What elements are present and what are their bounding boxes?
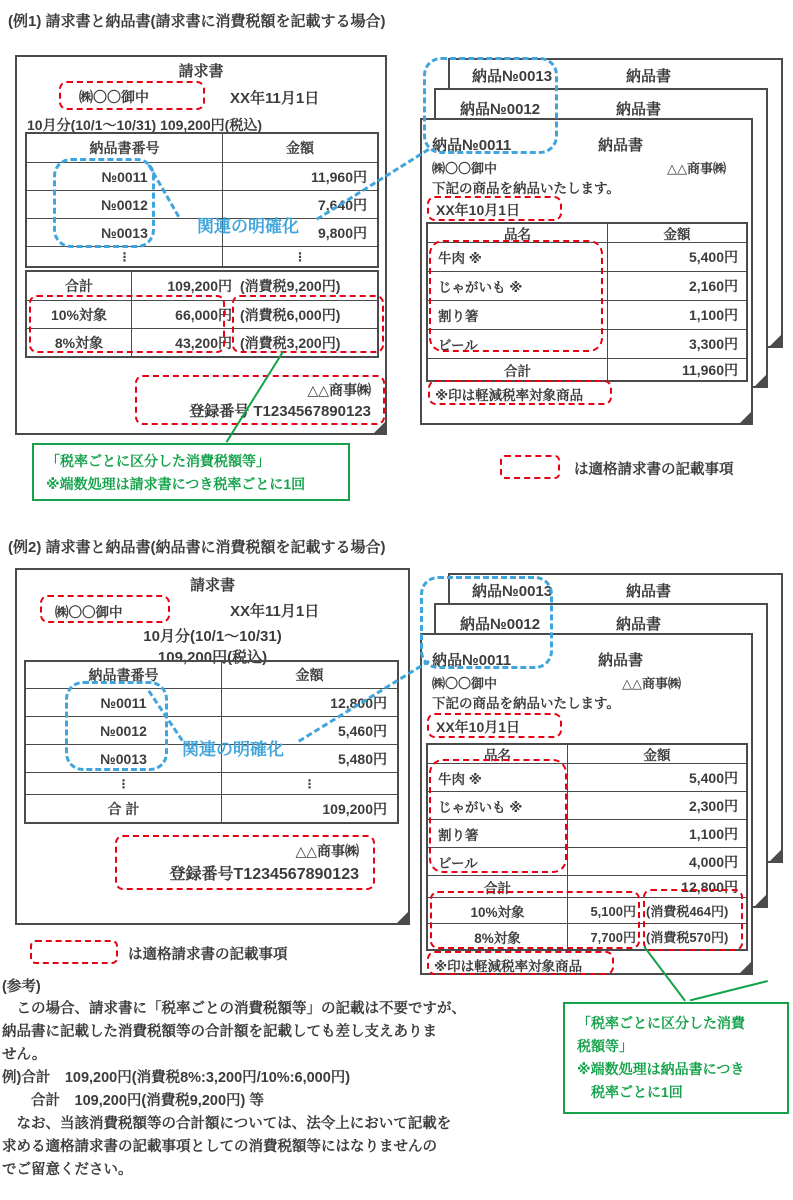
delivery-card3-no: 納品№0013 — [472, 583, 553, 600]
delivery-front-title: 納品書 — [598, 137, 644, 154]
page-corner-fold — [738, 960, 753, 975]
ex1-issuer-name: △△商事㈱ — [307, 382, 371, 398]
ex1-registration-number: 登録番号 T1234567890123 — [189, 403, 371, 420]
ex1-delivery-footnote: ※印は軽減税率対象商品 — [435, 388, 584, 403]
delivery-no-cell: №0012 — [27, 191, 223, 218]
total-amount-cell: 12,800円 — [681, 878, 738, 895]
ex2-invoice-title: 請求書 — [189, 577, 235, 594]
item-name-cell: 牛肉 ※ — [428, 243, 608, 271]
ex2-item-names-highlight — [429, 759, 567, 873]
rate-tax: (消費税464円) — [646, 904, 729, 919]
total-label-cell: 合計 — [428, 359, 608, 380]
total-tax: (消費税9,200円) — [240, 278, 341, 294]
page-corner-fold — [372, 420, 387, 435]
total-label-cell: 合 計 — [26, 795, 222, 822]
total-row — [26, 794, 397, 822]
amount-cell: 4,000円 — [688, 853, 738, 870]
ex2-delivery-front — [420, 633, 753, 975]
page-corner-fold — [753, 373, 768, 388]
col-item-name: 品名 — [428, 745, 568, 763]
ex2-green-note-line1: 「税率ごとに区分した消費 — [577, 1015, 745, 1031]
amount-cell: 1,100円 — [688, 307, 738, 323]
ex2-relation-label: 関連の明確化 — [182, 740, 284, 759]
ex2-section-title: (例2) 請求書と納品書(納品書に消費税額を記載する場合) — [8, 539, 386, 556]
ex1-col-amount: 金額 — [286, 140, 314, 156]
ex2-delivery-no-capsule — [420, 576, 553, 669]
item-name-cell: じゃがいも ※ — [428, 792, 568, 819]
ex2-registration-number: 登録番号T1234567890123 — [169, 866, 359, 883]
ex2-legend-swatch — [30, 940, 118, 964]
ex1-legend-swatch — [500, 455, 560, 479]
reference-line: この場合、請求書に「税率ごとの消費税額等」の記載は不要ですが、 — [2, 1001, 466, 1017]
ex2-green-connector-right — [690, 980, 768, 1001]
delivery-front-no: 納品№0011 — [432, 137, 512, 154]
rate-amount: 43,200円 — [175, 334, 232, 351]
delivery-no-cell: №0012 — [26, 717, 222, 744]
delivery-card3-no: 納品№0013 — [472, 68, 553, 85]
col-item-name: 品名 — [428, 224, 608, 242]
total-row — [428, 358, 746, 380]
page-corner-fold — [768, 333, 783, 348]
rate-label-cell: 8%対象 — [27, 329, 132, 356]
ex1-delivery-no-capsule — [423, 57, 558, 154]
rate-amount: 7,700円 — [590, 930, 636, 945]
ex1-delivery-front — [420, 118, 753, 425]
amount-cell: 5,400円 — [688, 769, 738, 786]
rate-label-cell: 10%対象 — [428, 898, 568, 923]
page-corner-fold — [395, 910, 410, 925]
ex2-invoice-addressee: ㈱〇〇御中 — [55, 605, 123, 620]
item-name-cell: 牛肉 ※ — [428, 764, 568, 791]
amount-cell: 5,460円 — [337, 722, 387, 739]
delivery-message: 下記の商品を納品いたします。 — [432, 696, 620, 711]
item-name-cell: じゃがいも ※ — [428, 272, 608, 300]
rate-tax: (消費税3,200円) — [240, 334, 341, 351]
ex2-invoice-total-line: 109,200円(税込) — [157, 649, 268, 666]
amount-cell: 9,800円 — [317, 224, 367, 241]
ex2-col-amount: 金額 — [295, 667, 324, 683]
amount-cell: 5,400円 — [688, 249, 738, 265]
amount-cell: 12,800円 — [330, 694, 387, 711]
amount-cell: 1,100円 — [688, 825, 738, 842]
reference-line: でご留意ください。 — [2, 1162, 133, 1178]
reference-line: なお、当該消費税額等の合計額については、法令上において記載を — [2, 1116, 452, 1132]
delivery-date: XX年10月1日 — [436, 202, 521, 218]
delivery-card2-no: 納品№0012 — [460, 101, 541, 118]
delivery-card2-no: 納品№0012 — [460, 616, 541, 633]
ex1-invoice-date: XX年11月1日 — [230, 90, 320, 107]
reference-line: 納品書に記載した消費税額等の合計額を記載しても差し支えありま — [2, 1024, 437, 1040]
amount-cell: 2,160円 — [688, 278, 738, 294]
ex2-rate-rows-highlight — [430, 891, 640, 949]
ex2-green-note-line4: 税率ごとに1回 — [577, 1084, 683, 1100]
delivery-card2-title: 納品書 — [616, 616, 662, 633]
ex2-green-note-line3: ※端数処理は納品書につき — [577, 1061, 745, 1077]
ex2-legend-text: は適格請求書の記載事項 — [128, 947, 288, 963]
reference-line: 求める適格請求書の記載事項としての消費税額等にはなりませんの — [2, 1139, 437, 1155]
rate-tax: (消費税6,000円) — [240, 306, 341, 323]
ex2-invoice-period: 10月分(10/1〜10/31) — [143, 628, 282, 645]
ex1-item-names-highlight — [429, 240, 603, 352]
rate-label-cell: 10%対象 — [27, 301, 132, 328]
ellipsis-cell: ⋮ — [27, 247, 223, 266]
delivery-date: XX年10月1日 — [436, 719, 521, 735]
rate-tax: (消費税570円) — [646, 930, 729, 945]
total-amount-cell: 11,960円 — [681, 361, 738, 378]
ex1-rate-rows-highlight — [29, 295, 225, 353]
item-name-cell: ビール — [428, 330, 608, 358]
delivery-no-cell: №0011 — [27, 163, 223, 190]
ex1-relation-label: 関連の明確化 — [197, 217, 299, 236]
ellipsis-cell: ⋮ — [26, 773, 222, 794]
delivery-no-cell: №0011 — [26, 689, 222, 716]
ellipsis-cell: ⋮ — [294, 249, 306, 264]
item-name-cell: 割り箸 — [428, 820, 568, 847]
delivery-no-cell: №0013 — [26, 745, 222, 772]
amount-cell: 11,960円 — [310, 168, 367, 185]
col-amount: 金額 — [643, 748, 671, 763]
ex1-legend-text: は適格請求書の記載事項 — [574, 462, 734, 478]
rate-amount: 66,000円 — [175, 306, 232, 323]
reference-line: 例)合計 109,200円(消費税8%:3,200円/10%:6,000円) — [2, 1070, 351, 1086]
ex2-green-note — [563, 1002, 789, 1114]
ex1-green-note — [32, 443, 350, 501]
ex2-col-delivery-no: 納品書番号 — [26, 662, 222, 688]
amount-cell: 5,480円 — [337, 750, 387, 767]
ex2-issuer-box — [115, 835, 375, 890]
delivery-front-no: 納品№0011 — [432, 652, 512, 669]
delivery-card3-title: 納品書 — [626, 68, 672, 85]
ex2-issuer-name: △△商事㈱ — [295, 843, 359, 859]
amount-cell: 3,300円 — [688, 336, 738, 352]
ex2-delivery-footnote: ※印は軽減税率対象商品 — [434, 959, 583, 974]
ex1-invoice-period: 10月分(10/1〜10/31) 109,200円(税込) — [27, 117, 262, 133]
ex2-green-note-line2: 税額等」 — [577, 1038, 633, 1054]
total-label-cell: 合計 — [428, 876, 568, 897]
amount-cell: 2,300円 — [688, 797, 738, 814]
rate-amount: 5,100円 — [590, 904, 636, 919]
reference-heading: (参考) — [2, 979, 41, 995]
ex1-invoice-title: 請求書 — [178, 63, 224, 80]
delivery-front-title: 納品書 — [598, 652, 644, 669]
page-corner-fold — [738, 410, 753, 425]
delivery-no-cell: №0013 — [27, 219, 223, 246]
ex2-invoice-date: XX年11月1日 — [230, 603, 320, 620]
item-name-cell: 割り箸 — [428, 301, 608, 329]
ex1-issuer-box — [135, 375, 385, 425]
ex1-invoice-delivery-no-capsule — [53, 158, 155, 248]
reference-paragraph — [2, 998, 562, 1182]
item-name-cell: ビール — [428, 848, 568, 875]
delivery-issuer: △△商事㈱ — [622, 676, 681, 691]
reference-line: 合計 109,200円(消費税9,200円) 等 — [2, 1093, 264, 1109]
rate-label-cell: 8%対象 — [428, 924, 568, 949]
ex2-tax-column-highlight — [643, 889, 743, 951]
total-label-cell: 合計 — [27, 272, 132, 300]
total-amount: 109,200円 — [167, 278, 232, 294]
delivery-message: 下記の商品を納品いたします。 — [432, 181, 620, 196]
delivery-card2-title: 納品書 — [616, 101, 662, 118]
delivery-addressee: ㈱〇〇御中 — [432, 676, 498, 691]
page-corner-fold — [753, 893, 768, 908]
reference-line: せん。 — [2, 1047, 47, 1063]
ex1-tax-column-highlight — [232, 295, 384, 353]
delivery-issuer: △△商事㈱ — [667, 161, 726, 176]
total-amount-cell: 109,200円 — [322, 800, 387, 817]
col-amount: 金額 — [663, 227, 691, 242]
delivery-card3-title: 納品書 — [626, 583, 672, 600]
ellipsis-cell: ⋮ — [303, 776, 316, 791]
ex1-green-note-line2: ※端数処理は請求書につき税率ごとに1回 — [46, 476, 306, 492]
delivery-addressee: ㈱〇〇御中 — [432, 161, 498, 176]
amount-cell: 7,640円 — [317, 196, 367, 213]
ex1-invoice-addressee: ㈱〇〇御中 — [79, 89, 149, 105]
ex1-col-delivery-no: 納品書番号 — [27, 134, 223, 162]
ex1-section-title: (例1) 請求書と納品書(請求書に消費税額を記載する場合) — [8, 13, 386, 30]
page-corner-fold — [768, 848, 783, 863]
ellipsis-row — [27, 246, 377, 266]
ellipsis-row — [26, 772, 397, 794]
ex1-green-note-line1: 「税率ごとに区分した消費税額等」 — [46, 453, 270, 469]
